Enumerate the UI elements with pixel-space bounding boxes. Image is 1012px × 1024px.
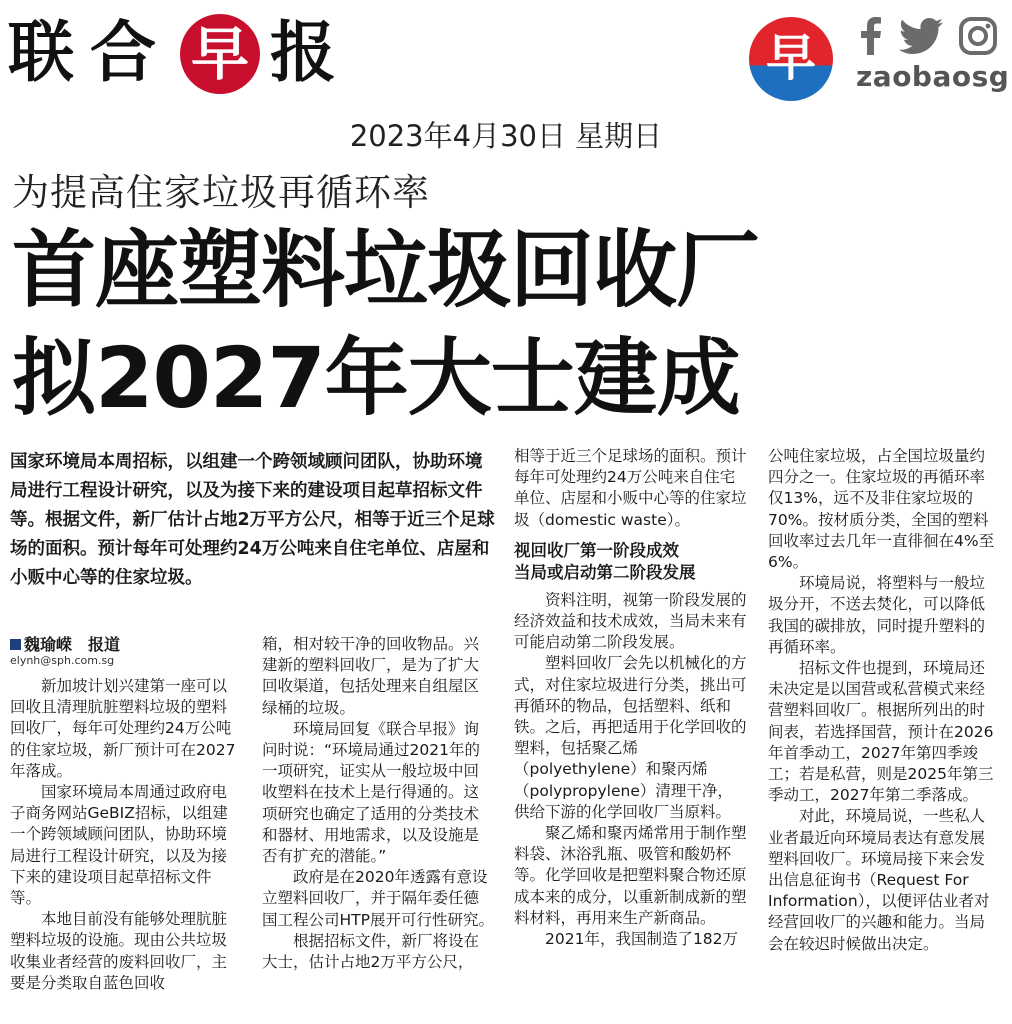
headline-line-1: 首座塑料垃圾回收厂	[12, 221, 760, 319]
logo-char-lian: 联	[8, 13, 74, 91]
zaobao-badge-icon[interactable]	[749, 17, 833, 101]
headline-line-2: 拟2027年大士建成	[12, 329, 740, 427]
article-column-2	[262, 634, 494, 973]
logo-red-circle	[180, 14, 260, 94]
paragraph: 国家环境局本周通过政府电子商务网站GeBIZ招标，以组建一个跨领域顾问团队，协助环境局进行工程设计研究，以及为接下来的建设项目起草招标文件等。	[10, 783, 228, 908]
paragraph: 资料注明，视第一阶段发展的经济效益和技术成效，当局未来有可能启动第二阶段发展。	[514, 590, 747, 652]
paragraph: 2021年，我国制造了182万	[545, 930, 739, 949]
byline-square-icon	[10, 639, 21, 650]
article-kicker: 为提高住家垃圾再循环率	[12, 171, 430, 214]
publication-date: 2023年4月30日 星期日	[349, 119, 663, 153]
twitter-icon[interactable]	[898, 16, 944, 56]
paragraph: 本地目前没有能够处理肮脏塑料垃圾的设施。现由公共垃圾收集业者经营的废料回收厂，主要是分类取自蓝色回收	[10, 910, 228, 992]
article-lede: 国家环境局本周招标，以组建一个跨领域顾问团队，协助环境局进行工程设计研究，以及为接下来的建设项目起草招标文件等。根据文件，新厂估计占地2万平方公尺，相等于近三个足球场的面积。预计每年可处理约24万公吨来自住宅单位、店屋和小贩中心等的住家垃圾。	[10, 452, 495, 588]
paragraph: 箱，相对较干净的回收物品。兴建新的塑料回收厂，是为了扩大回收渠道，包括处理来自组屋区绿桶的垃圾。	[262, 635, 480, 717]
masthead-logo	[8, 4, 408, 100]
paragraph: 塑料回收厂会先以机械化的方式，对住家垃圾进行分类，挑出可再循环的物品，包括塑料、纸和铁。之后，再把适用于化学回收的塑料，包括聚乙烯（polyethylene）和聚丙烯（polypropylene）清理干净，供给下游的化学回收厂当原料。	[514, 654, 747, 821]
byline-text: 魏瑜嵘 报道	[24, 635, 121, 654]
paragraph: 新加坡计划兴建第一座可以回收且清理肮脏塑料垃圾的塑料回收厂，每年可处理约24万公吨的住家垃圾，新厂预计可在2027年落成。	[10, 677, 236, 780]
paragraph: 招标文件也提到，环境局还未决定是以国营或私营模式来经营塑料回收厂。根据所列出的时间表，若选择国营，预计在2026年首季动工，2027年第四季竣工；若是私营，则是2025年第三季动工，2027年第二季落成。	[768, 659, 994, 805]
logo-char-bao: 报	[270, 13, 336, 91]
facebook-icon[interactable]	[856, 16, 886, 56]
author-email: elynh@sph.com.sg	[10, 654, 115, 667]
paragraph: 相等于近三个足球场的面积。预计每年可处理约24万公吨来自住宅单位、店屋和小贩中心等的住家垃圾（domestic waste）。	[514, 447, 747, 529]
paragraph: 聚乙烯和聚丙烯常用于制作塑料袋、沐浴乳瓶、吸管和酸奶杯等。化学回收是把塑料聚合物还原成本来的成分，以重新制成新的塑料材料，再用来生产新商品。	[514, 824, 747, 927]
paragraph: 根据招标文件，新厂将设在大士，估计占地2万平方公尺，	[262, 931, 480, 972]
paragraph: 政府是在2020年透露有意设立塑料回收厂，并于隔年委任德国工程公司HTP展开可行性研究。	[262, 868, 494, 929]
subheading-line-1: 视回收厂第一阶段成效	[514, 540, 679, 560]
byline	[10, 632, 120, 655]
instagram-icon[interactable]	[958, 16, 998, 56]
social-handle: zaobaosg	[856, 60, 1010, 93]
paragraph: 公吨住家垃圾，占全国垃圾量约四分之一。住家垃圾的再循环率仅13%，远不及非住家垃圾的70%。按材质分类，全国的塑料回收率过去几年一直徘徊在4%至6%。	[768, 447, 995, 572]
paragraph: 对此，环境局说，一些私人业者最近向环境局表达有意发展塑料回收厂。环境局接下来会发出信息征询书（Request For Information），以便评估业者对经营回收厂的兴趣和能力。当局会在较迟时候做出决定。	[768, 807, 990, 953]
article-column-1	[10, 676, 242, 994]
logo-char-he: 合	[90, 13, 156, 91]
article-column-3	[514, 446, 748, 950]
logo-char-zao: 早	[190, 20, 249, 88]
paragraph: 环境局说，将塑料与一般垃圾分开，不送去焚化，可以降低我国的碳排放，同时提升塑料的再循环率。	[768, 574, 986, 656]
section-subheading	[514, 540, 748, 584]
subheading-line-2: 当局或启动第二阶段发展	[514, 562, 696, 582]
badge-char: 早	[766, 29, 816, 87]
paragraph: 环境局回复《联合早报》询问时说：“环境局通过2021年的一项研究，证实从一般垃圾中回收塑料在技术上是行得通的。这项研究也确定了适用的分类技术和器材、用地需求，以及设施是否有扩充的潜能。”	[262, 719, 480, 866]
article-column-4	[768, 446, 1000, 955]
